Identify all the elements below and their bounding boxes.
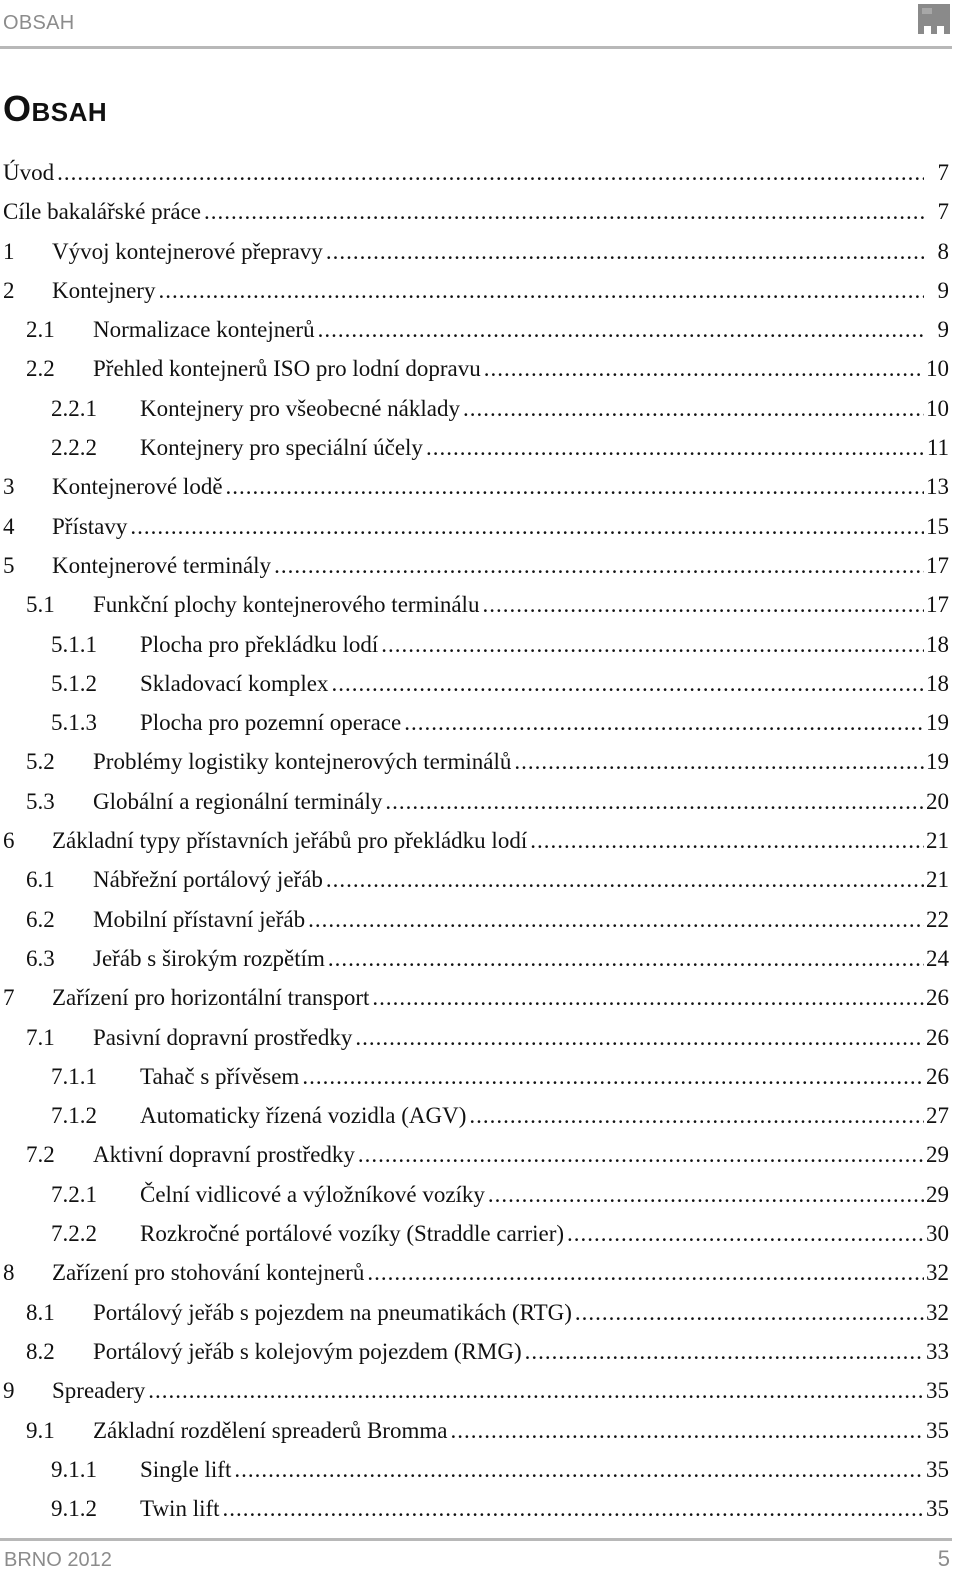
toc-entry-title: Aktivní dopravní prostředky <box>93 1142 355 1168</box>
toc-entry-title-line <box>140 389 924 428</box>
toc-entry[interactable] <box>0 1057 952 1096</box>
toc-entry-number: 5 <box>3 552 15 578</box>
toc-entry[interactable] <box>0 860 952 899</box>
toc-entry-title: Kontejnerové lodě <box>52 474 223 500</box>
dot-leader <box>426 428 924 467</box>
toc-entry-title-line <box>52 1253 924 1292</box>
toc-entry-title-line <box>140 1489 924 1528</box>
dot-leader <box>326 860 924 899</box>
toc-entry-title-line <box>93 1135 924 1174</box>
dot-leader <box>372 978 924 1017</box>
toc-entry-title: Normalizace kontejnerů <box>93 317 315 343</box>
toc-entry-number: 6.2 <box>26 906 55 932</box>
toc-entry[interactable] <box>0 507 952 546</box>
dot-leader <box>463 389 924 428</box>
dot-leader <box>318 310 924 349</box>
toc-entry-number: 6 <box>3 828 15 854</box>
toc-entry-number: 9.1.1 <box>51 1456 97 1482</box>
toc-entry[interactable] <box>0 821 952 860</box>
toc-entry-page: 26 <box>926 1063 949 1089</box>
toc-entry-title: Zařízení pro horizontální transport <box>52 985 370 1011</box>
toc-entry[interactable] <box>0 1096 952 1135</box>
toc-entry-page: 9 <box>937 277 949 303</box>
toc-entry-page: 26 <box>926 1024 949 1050</box>
page-footer <box>0 1538 952 1576</box>
dot-leader <box>381 625 924 664</box>
header-title: OBSAH <box>3 12 75 34</box>
dot-leader <box>450 1411 924 1450</box>
toc-entry-title-line <box>140 664 924 703</box>
toc-entry-title: Jeřáb s širokým rozpětím <box>93 945 325 971</box>
toc-entry-page: 19 <box>926 749 949 775</box>
toc-entry-title-line <box>93 782 924 821</box>
toc-entry[interactable] <box>0 939 952 978</box>
toc-entry[interactable] <box>0 1175 952 1214</box>
dot-leader <box>514 742 924 781</box>
toc-entry[interactable] <box>0 428 952 467</box>
toc-entry[interactable] <box>0 900 952 939</box>
toc-entry-page: 29 <box>926 1142 949 1168</box>
toc-entry-page: 33 <box>926 1338 949 1364</box>
toc-entry-number: 5.2 <box>26 749 55 775</box>
toc-entry-page: 21 <box>926 828 949 854</box>
toc-entry-title-line <box>52 507 924 546</box>
toc-entry[interactable] <box>0 978 952 1017</box>
dot-leader <box>469 1096 924 1135</box>
toc-entry-title-line <box>52 232 924 271</box>
dot-leader <box>328 939 924 978</box>
toc-entry-number: 7 <box>3 985 15 1011</box>
toc-entry-title-line <box>93 900 924 939</box>
toc-entry-page: 21 <box>926 867 949 893</box>
toc-entry-page: 7 <box>937 160 949 185</box>
toc-entry-number: 9 <box>3 1378 15 1404</box>
toc-entry[interactable] <box>0 1135 952 1174</box>
toc-entry-title-line <box>52 978 924 1017</box>
logo-icon <box>918 4 950 34</box>
dot-leader <box>234 1450 924 1489</box>
toc-entry-number: 7.2.2 <box>51 1221 97 1247</box>
toc-entry-page: 10 <box>926 395 949 421</box>
toc-entry-title-line <box>93 310 924 349</box>
toc-entry-number: 2.2 <box>26 356 55 382</box>
toc-entry-page: 35 <box>926 1496 949 1522</box>
toc-entry[interactable] <box>0 1253 952 1292</box>
toc-entry-title: Kontejnery <box>52 277 156 303</box>
toc-entry-page: 9 <box>937 317 949 343</box>
toc-entry[interactable] <box>0 467 952 506</box>
dot-leader <box>575 1293 924 1332</box>
toc-entry-title: Twin lift <box>140 1496 220 1522</box>
toc-entry-number: 8 <box>3 1260 15 1286</box>
toc-entry-title: Kontejnerové terminály <box>52 552 272 578</box>
toc-entry-number: 1 <box>3 238 15 264</box>
toc-entry-page: 13 <box>926 474 949 500</box>
dot-leader <box>484 349 924 388</box>
dot-leader <box>226 467 924 506</box>
toc-entry-number: 7.1 <box>26 1024 55 1050</box>
toc-entry[interactable] <box>0 625 952 664</box>
toc-entry-page: 32 <box>926 1260 949 1286</box>
toc-entry-page: 27 <box>926 1103 949 1129</box>
toc-entry-title: Cíle bakalářské práce <box>3 199 201 225</box>
toc-entry[interactable] <box>0 742 952 781</box>
toc-entry-page: 18 <box>926 631 949 657</box>
toc-entry-title: Plocha pro pozemní operace <box>140 710 402 736</box>
toc-entry-page: 32 <box>926 1299 949 1325</box>
toc-entry[interactable] <box>0 271 952 310</box>
toc-entry-title: Kontejnery pro speciální účely <box>140 435 423 461</box>
toc-entry[interactable] <box>0 1450 952 1489</box>
dot-leader <box>404 703 924 742</box>
toc-entry-number: 7.1.2 <box>51 1103 97 1129</box>
dot-leader <box>326 232 924 271</box>
toc-entry-page: 8 <box>937 238 949 264</box>
dot-leader <box>331 664 924 703</box>
page-title-initial: O <box>3 88 32 129</box>
toc-entry-number: 2.1 <box>26 317 55 343</box>
toc-entry-title-line <box>93 1018 924 1057</box>
toc-entry-title: Tahač s přívěsem <box>140 1063 300 1089</box>
toc-entry-number: 8.2 <box>26 1338 55 1364</box>
dot-leader <box>385 782 924 821</box>
toc-entry-title: Čelní vidlicové a výložníkové vozíky <box>140 1181 485 1207</box>
toc-entry-page: 35 <box>926 1378 949 1404</box>
toc-entry-number: 5.1.2 <box>51 670 97 696</box>
toc-entry-number: 4 <box>3 513 15 539</box>
toc-entry-title-line <box>93 585 924 624</box>
toc-entry-title: Úvod <box>3 160 55 185</box>
toc-entry-number: 6.3 <box>26 945 55 971</box>
toc-entry-title: Portálový jeřáb s kolejovým pojezdem (RMG) <box>93 1338 522 1364</box>
page-number: 5 <box>937 1546 950 1571</box>
toc-entry-title-line <box>93 1332 924 1371</box>
toc-entry-page: 17 <box>926 552 949 578</box>
toc-entry-title: Automaticky řízená vozidla (AGV) <box>140 1103 467 1129</box>
page-title-rest: BSAH <box>31 97 108 127</box>
toc-entry-title-line <box>3 192 924 231</box>
toc-entry-title-line <box>140 1175 924 1214</box>
toc-entry-title-line <box>52 546 924 585</box>
toc-entry[interactable] <box>0 389 952 428</box>
toc-entry-title-line <box>140 1214 924 1253</box>
toc-entry-number: 5.3 <box>26 788 55 814</box>
toc-entry-page: 18 <box>926 670 949 696</box>
toc-entry-page: 24 <box>926 945 949 971</box>
toc-entry[interactable] <box>0 153 952 192</box>
toc-entry-number: 7.2.1 <box>51 1181 97 1207</box>
dot-leader <box>530 821 924 860</box>
toc-entry[interactable] <box>0 1332 952 1371</box>
toc-entry-title: Nábřežní portálový jeřáb <box>93 867 323 893</box>
toc-entry-title-line <box>140 703 924 742</box>
toc-entry-title-line <box>93 860 924 899</box>
toc-entry-title-line <box>52 1371 924 1410</box>
toc-entry-number: 5.1.3 <box>51 710 97 736</box>
toc-entry-page: 30 <box>926 1221 949 1247</box>
toc-entry[interactable] <box>0 1371 952 1410</box>
toc-entry-number: 5.1.1 <box>51 631 97 657</box>
toc-entry[interactable] <box>0 703 952 742</box>
toc-entry-title: Single lift <box>140 1456 232 1482</box>
toc-entry-title: Skladovací komplex <box>140 670 329 696</box>
dot-leader <box>308 900 924 939</box>
toc-entry-number: 6.1 <box>26 867 55 893</box>
dot-leader <box>148 1371 924 1410</box>
toc-entry-page: 19 <box>926 710 949 736</box>
toc-entry-title-line <box>93 349 924 388</box>
toc-entry-title: Základní typy přístavních jeřábů pro překládku lodí <box>52 828 528 854</box>
toc-entry-page: 29 <box>926 1181 949 1207</box>
toc-entry-page: 35 <box>926 1417 949 1443</box>
toc-entry-number: 3 <box>3 474 15 500</box>
dot-leader <box>482 585 924 624</box>
dot-leader <box>223 1489 924 1528</box>
toc-entry-number: 7.2 <box>26 1142 55 1168</box>
dot-leader <box>274 546 924 585</box>
toc-entry[interactable] <box>0 349 952 388</box>
toc-entry[interactable] <box>0 310 952 349</box>
toc-entry-title-line <box>140 428 924 467</box>
toc-entry-title-line <box>93 939 924 978</box>
toc-entry-title-line <box>52 821 924 860</box>
toc-entry-title: Zařízení pro stohování kontejnerů <box>52 1260 365 1286</box>
toc-entry-title: Základní rozdělení spreaderů Bromma <box>93 1417 448 1443</box>
dot-leader <box>130 507 924 546</box>
toc-entry[interactable] <box>0 1214 952 1253</box>
toc-entry-title-line <box>93 1293 924 1332</box>
dot-leader <box>525 1332 924 1371</box>
dot-leader <box>567 1214 924 1253</box>
table-of-contents <box>0 153 952 1528</box>
toc-entry-title-line <box>140 1057 924 1096</box>
toc-entry-title: Globální a regionální terminály <box>93 788 383 814</box>
toc-entry-number: 9.1.2 <box>51 1496 97 1522</box>
toc-entry[interactable] <box>0 1411 952 1450</box>
toc-entry-title: Spreadery <box>52 1378 146 1404</box>
toc-entry-title: Funkční plochy kontejnerového terminálu <box>93 592 480 618</box>
dot-leader <box>367 1253 924 1292</box>
toc-entry-title: Přehled kontejnerů ISO pro lodní dopravu <box>93 356 481 382</box>
toc-entry-page: 11 <box>926 435 949 461</box>
dot-leader <box>355 1018 924 1057</box>
toc-entry-number: 8.1 <box>26 1299 55 1325</box>
toc-entry-number: 9.1 <box>26 1417 55 1443</box>
toc-entry-number: 2 <box>3 277 15 303</box>
toc-entry-title-line <box>52 271 924 310</box>
toc-entry-title: Rozkročné portálové vozíky (Straddle carrier) <box>140 1221 565 1247</box>
toc-entry-page: 26 <box>926 985 949 1011</box>
toc-entry-page: 15 <box>926 513 949 539</box>
toc-entry[interactable] <box>0 192 952 231</box>
toc-entry-title-line <box>140 1096 924 1135</box>
toc-entry-title: Mobilní přístavní jeřáb <box>93 906 306 932</box>
toc-entry[interactable] <box>0 1293 952 1332</box>
dot-leader <box>57 153 924 192</box>
toc-entry-title-line <box>93 1411 924 1450</box>
toc-entry-title-line <box>93 742 924 781</box>
page-title <box>3 88 107 130</box>
page-header <box>0 0 952 49</box>
toc-entry-page: 10 <box>926 356 949 382</box>
toc-entry[interactable] <box>0 782 952 821</box>
toc-entry-title: Problémy logistiky kontejnerových terminálů <box>93 749 512 775</box>
dot-leader <box>358 1135 924 1174</box>
toc-entry-page: 7 <box>937 199 949 225</box>
dot-leader <box>488 1175 924 1214</box>
dot-leader <box>302 1057 924 1096</box>
toc-entry-title-line <box>140 625 924 664</box>
toc-entry-page: 22 <box>926 906 949 932</box>
toc-entry[interactable] <box>0 232 952 271</box>
footer-city-year: BRNO 2012 <box>4 1549 112 1571</box>
toc-entry-number: 5.1 <box>26 592 55 618</box>
toc-entry-title-line <box>140 1450 924 1489</box>
toc-entry-title: Vývoj kontejnerové přepravy <box>52 238 323 264</box>
toc-entry[interactable] <box>0 1489 952 1528</box>
toc-entry-title-line <box>52 467 924 506</box>
toc-entry-number: 2.2.2 <box>51 435 97 461</box>
toc-entry-title: Pasivní dopravní prostředky <box>93 1024 353 1050</box>
toc-entry-page: 35 <box>926 1456 949 1482</box>
toc-entry-title-line <box>3 153 924 192</box>
toc-entry-title: Plocha pro překládku lodí <box>140 631 379 657</box>
toc-entry-page: 20 <box>926 788 949 814</box>
toc-entry-number: 2.2.1 <box>51 395 97 421</box>
toc-entry-title: Přístavy <box>52 513 128 539</box>
toc-entry[interactable] <box>0 546 952 585</box>
toc-entry[interactable] <box>0 1018 952 1057</box>
toc-entry-title: Portálový jeřáb s pojezdem na pneumatikách (RTG) <box>93 1299 572 1325</box>
toc-entry[interactable] <box>0 664 952 703</box>
dot-leader <box>158 271 924 310</box>
dot-leader <box>204 192 924 231</box>
toc-entry-number: 7.1.1 <box>51 1063 97 1089</box>
toc-entry-title: Kontejnery pro všeobecné náklady <box>140 395 460 421</box>
toc-entry-page: 17 <box>926 592 949 618</box>
toc-entry[interactable] <box>0 585 952 624</box>
